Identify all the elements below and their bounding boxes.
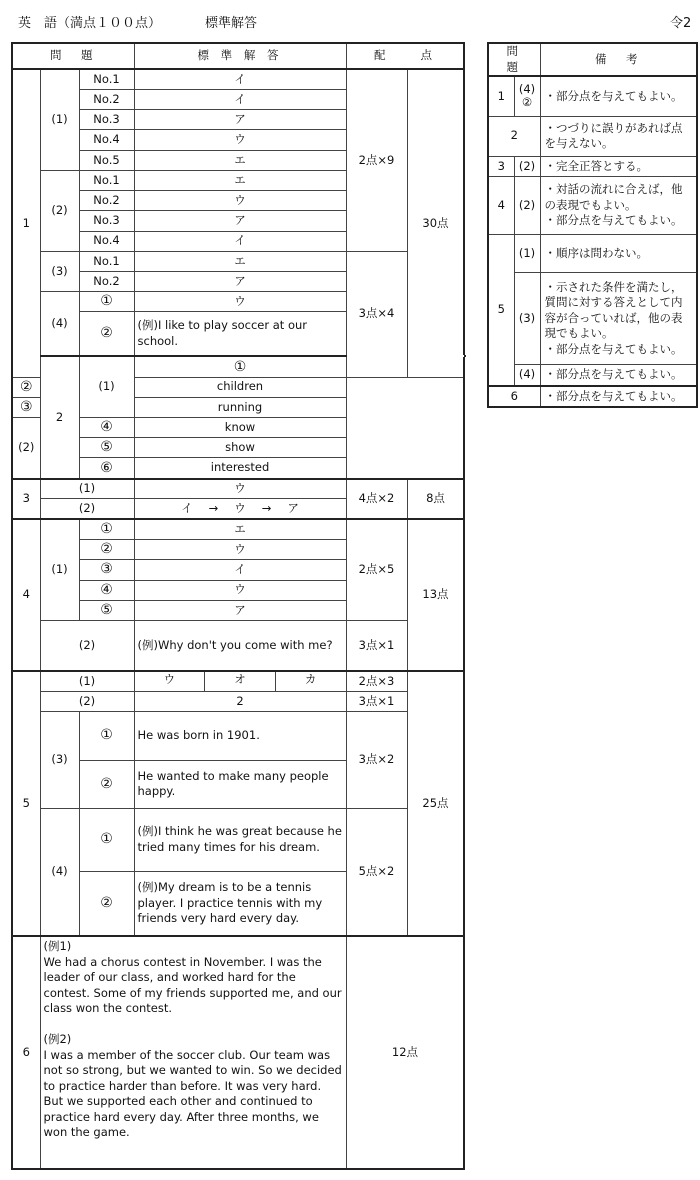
remarks-header: 備 考 (540, 43, 697, 76)
item-label: ③ (79, 560, 134, 580)
answer-cell: ウ (134, 130, 346, 150)
item-label: No.1 (79, 251, 134, 271)
remark-text: ・対話の流れに合えば，他の表現でもよい。 ・部分点を与えてもよい。 (540, 177, 697, 235)
answer-cell: children (134, 377, 346, 397)
answer-cell: イ (134, 90, 346, 110)
item-label: No.1 (79, 69, 134, 89)
item-label: ⑥ (79, 458, 134, 479)
answer-cell: ウ (134, 292, 346, 312)
part-label: (2) (514, 156, 540, 177)
answer-cell: He wanted to make many people happy. (134, 760, 346, 809)
item-label: ② (79, 760, 134, 809)
part-label: (1) (40, 479, 134, 499)
part-label: (1) (514, 235, 540, 273)
item-label: ① (79, 519, 134, 540)
part-label: (2) (12, 417, 40, 478)
item-label: ② (79, 312, 134, 357)
answer-cell: (例)I like to play soccer at our school. (134, 312, 346, 357)
answer-cell: イ (134, 231, 346, 251)
points-cell: 3点×1 (346, 620, 407, 671)
order-item: ア (287, 500, 299, 515)
points-cell: 3点×4 (346, 251, 407, 377)
points-header: 配 点 (346, 43, 464, 69)
part-label: (4) ② (514, 76, 540, 116)
remark-text: ・つづりに誤りがあれば点を与えない。 (540, 116, 697, 156)
part-label: (4) (514, 365, 540, 386)
answer-cell: (例)My dream is to be a tennis player. I practice tennis with my friends very hard every day. (134, 871, 346, 936)
item-label: No.5 (79, 150, 134, 170)
answer-cell: (例1) We had a chorus contest in November. I was the leader of our class, and worked hard for the contest. Some of my friends supported me, and our class won the contest. (例2) I was a member of the soccer club. Our team was not so strong, but we wanted to win. So we decided to practice harder than before. It was very hard. But we supported each other and continued to practice hard every day. After three months, we won the game. (40, 936, 346, 1169)
item-label: ② (12, 377, 40, 397)
part-label: (3) (40, 251, 79, 291)
points-cell: 4点×2 (346, 479, 407, 519)
answer-choice: オ (205, 672, 276, 691)
question-header: 問 題 (12, 43, 134, 69)
remark-text: ・示された条件を満たし，質問に対する答えとして内容が合っていれば，他の表現でもよい。 ・部分点を与えてもよい。 (540, 273, 697, 365)
part-label: (3) (514, 273, 540, 365)
item-label: ④ (79, 417, 134, 437)
answer-cell: ウ (134, 580, 346, 600)
remark-text: ・部分点を与えてもよい。 (540, 76, 697, 116)
part-label: (2) (514, 177, 540, 235)
item-label: No.1 (79, 170, 134, 190)
question-number: 2 (40, 356, 79, 478)
question-number: 5 (488, 235, 514, 386)
answer-choice: ウ (135, 672, 206, 691)
answer-cell: (例)I think he was great because he tried many times for his dream. (134, 809, 346, 872)
remark-text: ・順序は問わない。 (540, 235, 697, 273)
question-number: 4 (12, 519, 40, 671)
answer-cell: 2 (134, 691, 346, 711)
question-number: 4 (488, 177, 514, 235)
answer-cell: (例)Why don't you come with me? (134, 620, 346, 671)
remark-text: ・部分点を与えてもよい。 (540, 386, 697, 408)
item-label: ② (79, 540, 134, 560)
part-label: (3) (40, 711, 79, 808)
answer-cell: ウ (134, 479, 346, 499)
part-label: (1) (40, 671, 134, 691)
question-number: 1 (488, 76, 514, 116)
part-label: (1) (79, 356, 134, 417)
answer-cell: ア (134, 110, 346, 130)
answer-order (134, 499, 346, 519)
total-points: 12点 (346, 936, 464, 1169)
answer-cell: interested (134, 458, 346, 479)
question-number: 6 (12, 936, 40, 1169)
part-label: (1) (40, 69, 79, 170)
item-label: ① (79, 711, 134, 760)
total-points: 30点 (407, 69, 464, 377)
item-label: No.2 (79, 90, 134, 110)
question-number: 5 (12, 671, 40, 936)
question-number: 3 (12, 479, 40, 519)
part-label: (2) (40, 170, 79, 251)
order-item: イ (181, 500, 193, 515)
item-label: ⑤ (79, 600, 134, 620)
answer-cell: ア (134, 211, 346, 231)
part-label: (4) (40, 292, 79, 357)
arrow-icon: → (208, 500, 219, 515)
arrow-icon: → (261, 500, 272, 515)
question-number: 1 (12, 69, 40, 377)
question-number: 6 (488, 386, 540, 408)
item-label: ④ (79, 580, 134, 600)
points-cell: 5点×2 (346, 809, 407, 936)
answer-cell: エ (134, 251, 346, 271)
item-label: No.3 (79, 110, 134, 130)
total-points: 25点 (407, 671, 464, 936)
answer-cell: know (134, 417, 346, 437)
answer-header: 標 準 解 答 (134, 43, 346, 69)
order-item: ウ (234, 500, 246, 515)
points-cell: 3点×1 (346, 691, 407, 711)
total-points: 8点 (407, 479, 464, 519)
answer-cell: show (134, 438, 346, 458)
part-label: (4) (40, 809, 79, 936)
remark-text: ・部分点を与えてもよい。 (540, 365, 697, 386)
document-title: 英 語（満点１００点） (18, 16, 162, 31)
item-label: ① (79, 292, 134, 312)
answer-cell: ウ (134, 191, 346, 211)
item-label: No.2 (79, 191, 134, 211)
answer-cell: He was born in 1901. (134, 711, 346, 760)
answer-cell: ア (134, 600, 346, 620)
item-label: ③ (12, 397, 40, 417)
answer-cell: エ (134, 170, 346, 190)
document-subtitle: 標準解答 (205, 16, 258, 31)
item-label: ⑤ (79, 438, 134, 458)
item-label: ② (79, 871, 134, 936)
answer-cell: エ (134, 519, 346, 540)
item-label: ① (79, 809, 134, 872)
item-label: No.4 (79, 130, 134, 150)
part-label: (2) (40, 620, 134, 671)
answer-cell: ウ (134, 540, 346, 560)
points-cell: 2点×5 (346, 519, 407, 621)
notes-table (487, 42, 698, 408)
question-header: 問 題 (488, 43, 540, 76)
total-points: 13点 (407, 519, 464, 671)
answer-cell (134, 671, 346, 691)
points-cell: 3点×2 (346, 711, 407, 808)
era-label: 令2 (670, 16, 692, 31)
answer-cell: エ (134, 150, 346, 170)
part-label: (1) (40, 519, 79, 621)
part-label: (2) (40, 691, 134, 711)
answer-cell: イ (134, 560, 346, 580)
item-label: No.4 (79, 231, 134, 251)
answer-cell: イ (134, 69, 346, 89)
points-cell: 2点×3 (346, 671, 407, 691)
item-label: No.2 (79, 271, 134, 291)
question-number: 3 (488, 156, 514, 177)
points-cell: 2点×9 (346, 69, 407, 251)
remark-text: ・完全正答とする。 (540, 156, 697, 177)
question-number: 2 (488, 116, 540, 156)
answer-cell: ア (134, 271, 346, 291)
item-label: No.3 (79, 211, 134, 231)
answer-table (11, 42, 465, 1170)
item-label: ① (134, 356, 346, 377)
answer-cell: running (134, 397, 346, 417)
part-label: (2) (40, 499, 134, 519)
answer-choice: カ (304, 672, 317, 687)
